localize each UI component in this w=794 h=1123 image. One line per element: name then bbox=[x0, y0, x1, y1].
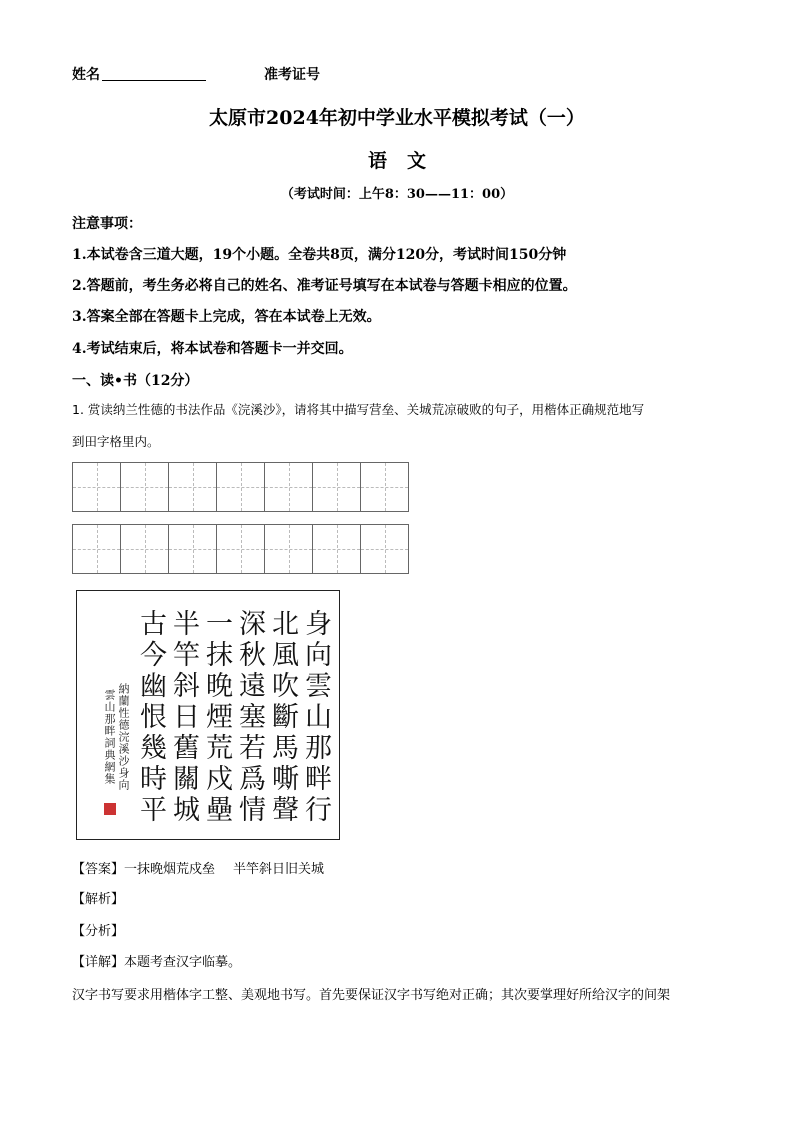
calligraphy-signature: 納蘭性德浣溪沙身向 bbox=[117, 683, 130, 791]
section-heading: 一、读•书（12分） bbox=[72, 373, 199, 389]
note-item: 1.本试卷含三道大题，19个小题。全卷共8页，满分120分，考试时间150分钟 bbox=[72, 247, 567, 263]
page-title: 太原市2024年初中学业水平模拟考试（一） bbox=[209, 107, 585, 129]
answer-label: 【答案】 bbox=[72, 862, 125, 877]
name-underline bbox=[102, 66, 206, 81]
exam-number-label: 准考证号 bbox=[264, 67, 320, 83]
question-text: 到田字格里内。 bbox=[72, 434, 160, 449]
tianzige-row bbox=[72, 462, 409, 512]
tianzige-cell[interactable] bbox=[313, 463, 361, 511]
tianzige-cell[interactable] bbox=[361, 525, 409, 573]
notes-title: 注意事项： bbox=[72, 216, 142, 232]
tianzige-cell[interactable] bbox=[121, 463, 169, 511]
calligraphy-column: 半竿斜日舊關城 bbox=[168, 609, 199, 826]
fenxi-label: 【分析】 bbox=[72, 924, 125, 939]
detail-text: 本题考查汉字临摹。 bbox=[124, 955, 242, 970]
exam-time: （考试时间：上午8：30——11：00） bbox=[280, 187, 514, 202]
question-text: 1. 赏读纳兰性德的书法作品《浣溪沙》，请将其中描写营垒、关城荒凉破败的句子，用楷体正确规范地写 bbox=[72, 402, 645, 417]
answer-part-1: 一抹晚烟荒戍垒 bbox=[124, 862, 216, 877]
detail-label: 【详解】 bbox=[72, 955, 125, 970]
tianzige-cell[interactable] bbox=[73, 463, 121, 511]
tianzige-cell[interactable] bbox=[169, 525, 217, 573]
tianzige-cell[interactable] bbox=[361, 463, 409, 511]
calligraphy-column: 古今幽恨幾時平 bbox=[135, 609, 166, 826]
tianzige-cell[interactable] bbox=[169, 463, 217, 511]
header-line bbox=[72, 64, 320, 84]
note-item: 4.考试结束后，将本试卷和答题卡一并交回。 bbox=[72, 341, 353, 357]
red-seal-stamp bbox=[104, 803, 116, 815]
tianzige-cell[interactable] bbox=[217, 525, 265, 573]
tianzige-cell[interactable] bbox=[73, 525, 121, 573]
name-label: 姓名 bbox=[72, 67, 100, 83]
subject-title: 语文 bbox=[367, 150, 446, 172]
tianzige-cell[interactable] bbox=[121, 525, 169, 573]
tianzige-row bbox=[72, 524, 409, 574]
tianzige-cell[interactable] bbox=[217, 463, 265, 511]
calligraphy-column: 北風吹斷馬嘶聲 bbox=[267, 609, 298, 826]
calligraphy-column: 身向雲山那畔行 bbox=[300, 609, 331, 826]
note-item: 2.答题前，考生务必将自己的姓名、准考证号填写在本试卷与答题卡相应的位置。 bbox=[72, 278, 577, 294]
calligraphy-column: 一抹晚煙荒戍壘 bbox=[201, 609, 232, 826]
calligraphy-column: 深秋遠塞若爲情 bbox=[234, 609, 265, 826]
calligraphy-signature: 雲山那畔詞典網集 bbox=[103, 689, 116, 785]
detail-line bbox=[72, 951, 241, 970]
answer-line bbox=[72, 858, 324, 877]
answer-part-2: 半竿斜日旧关城 bbox=[233, 862, 325, 877]
tianzige-cell[interactable] bbox=[265, 525, 313, 573]
analysis-label: 【解析】 bbox=[72, 892, 125, 907]
calligraphy-artwork bbox=[76, 590, 340, 840]
note-item: 3.答案全部在答题卡上完成，答在本试卷上无效。 bbox=[72, 309, 381, 325]
tianzige-cell[interactable] bbox=[313, 525, 361, 573]
body-text: 汉字书写要求用楷体字工整、美观地书写。首先要保证汉字书写绝对正确；其次要掌理好所给汉字的间架 bbox=[72, 988, 671, 1003]
tianzige-cell[interactable] bbox=[265, 463, 313, 511]
